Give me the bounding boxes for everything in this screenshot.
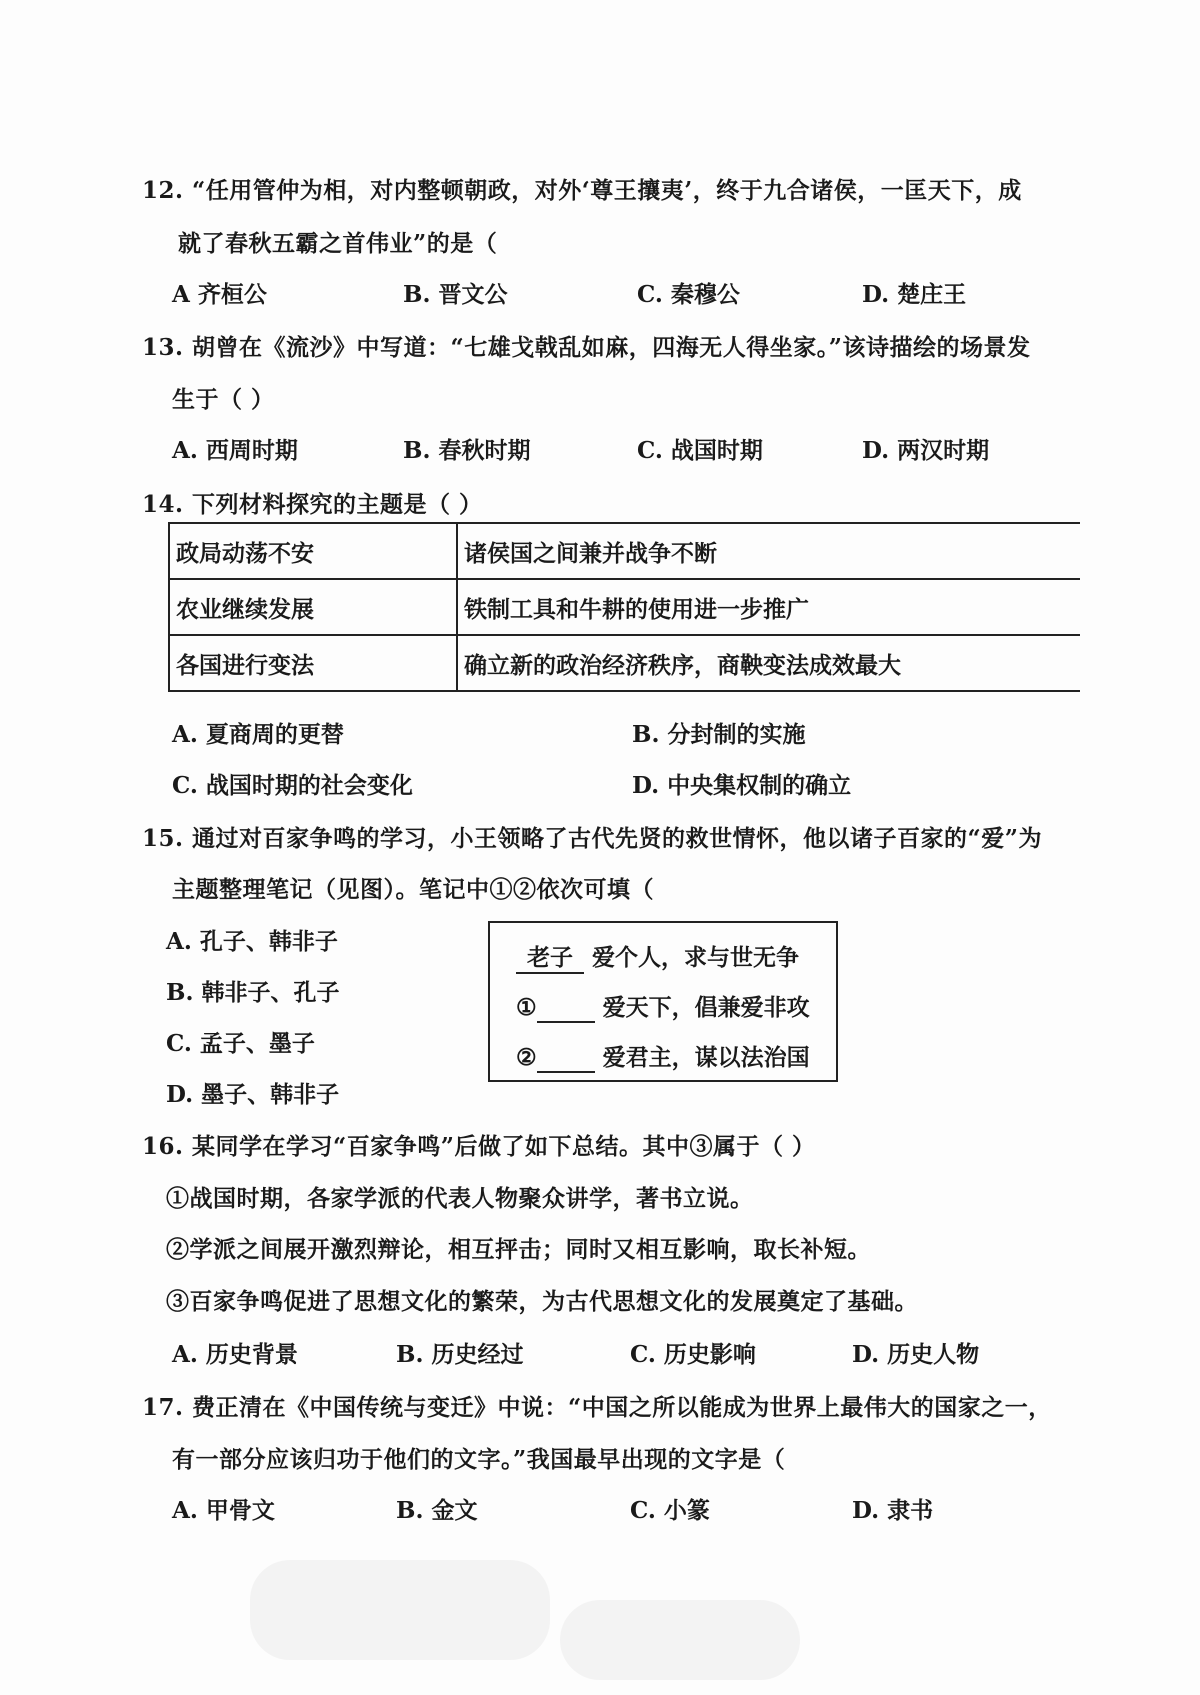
note-row-2 [516,1039,810,1073]
q16-item-1: ①战国时期，各家学派的代表人物聚众讲学，著书立说。 [166,1185,754,1212]
table-cell: 各国进行变法 [169,635,457,691]
q16-option-b: B. 历史经过 [396,1341,524,1368]
q17-option-a: A. 甲骨文 [172,1497,275,1524]
q16-option-a: A. 历史背景 [172,1341,298,1368]
q12-option-c: C. 秦穆公 [637,281,740,308]
note-text: 爱个人，求与世无争 [592,944,800,971]
note-blank-2 [537,1044,595,1073]
q14-option-b: B. 分封制的实施 [632,721,806,748]
q16-stem: 16. 某同学在学习“百家争鸣”后做了如下总结。其中③属于（ ） [142,1133,816,1160]
q15-stem-line1: 15. 通过对百家争鸣的学习，小王领略了古代先贤的救世情怀，他以诸子百家的“爱”为 [142,825,1042,852]
table-row [169,579,1080,635]
note-text: 爱天下，倡兼爱非攻 [602,994,810,1021]
note-row-1 [516,989,810,1023]
note-blank-1 [537,994,595,1023]
q17-option-b: B. 金文 [396,1497,478,1524]
q12-option-b: B. 晋文公 [403,281,508,308]
table-cell: 铁制工具和牛耕的使用进一步推广 [457,579,1080,635]
table-cell: 诸侯国之间兼并战争不断 [457,523,1080,579]
q16-item-3: ③百家争鸣促进了思想文化的繁荣，为古代思想文化的发展奠定了基础。 [166,1288,918,1315]
q12-option-d: D. 楚庄王 [862,281,967,308]
q17-stem-line2: 有一部分应该归功于他们的文字。”我国最早出现的文字是（ [172,1446,786,1473]
q16-item-2: ②学派之间展开激烈辩论，相互抨击；同时又相互影响，取长补短。 [166,1236,871,1263]
q13-stem-line1: 13. 胡曾在《流沙》中写道：“七雄戈戟乱如麻，四海无人得坐家。”该诗描绘的场景发 [142,334,1031,361]
q15-stem-line2: 主题整理笔记（见图）。笔记中①②依次可填（ [172,876,654,903]
q17-stem-line1: 17. 费正清在《中国传统与变迁》中说：“中国之所以能成为世界上最伟大的国家之一， [142,1394,1052,1421]
q16-option-c: C. 历史影响 [630,1341,756,1368]
q14-option-a: A. 夏商周的更替 [172,721,344,748]
note-mark: ② [516,1044,537,1071]
q14-stem: 14. 下列材料探究的主题是（ ） [142,491,483,518]
q15-option-d: D. 墨子、韩非子 [166,1081,340,1108]
q13-option-c: C. 战国时期 [637,437,763,464]
q17-option-d: D. 隶书 [852,1497,934,1524]
note-name-laozi: 老子 [516,939,584,974]
q12-stem-line1: 12. “任用管仲为相，对内整顿朝政，对外‘尊王攘夷’，终于九合诸侯，一匡天下，成 [142,177,1022,204]
q13-option-a: A. 西周时期 [172,437,298,464]
table-cell: 农业继续发展 [169,579,457,635]
q14-option-c: C. 战国时期的社会变化 [172,772,413,799]
q17-option-c: C. 小篆 [630,1497,710,1524]
q15-option-c: C. 孟子、墨子 [166,1030,315,1057]
q13-option-b: B. 春秋时期 [403,437,531,464]
scan-smudge [250,1560,550,1660]
q15-option-a: A. 孔子、韩非子 [166,928,338,955]
q14-option-d: D. 中央集权制的确立 [632,772,852,799]
q16-option-d: D. 历史人物 [852,1341,980,1368]
q15-notes-box [488,921,838,1082]
scan-smudge [560,1600,800,1680]
q12-option-a: A 齐桓公 [172,281,267,308]
q13-option-d: D. 两汉时期 [862,437,990,464]
table-cell: 确立新的政治经济秩序，商鞅变法成效最大 [457,635,1080,691]
table-row [169,523,1080,579]
table-row [169,635,1080,691]
note-mark: ① [516,994,537,1021]
q15-option-b: B. 韩非子、孔子 [166,979,340,1006]
q12-stem-line2: 就了春秋五霸之首伟业”的是（ [178,230,498,257]
table-cell: 政局动荡不安 [169,523,457,579]
note-row-laozi [516,939,799,974]
q14-material-table [168,522,1080,692]
note-text: 爱君主，谋以法治国 [602,1044,810,1071]
q13-stem-line2: 生于（ ） [172,386,275,413]
